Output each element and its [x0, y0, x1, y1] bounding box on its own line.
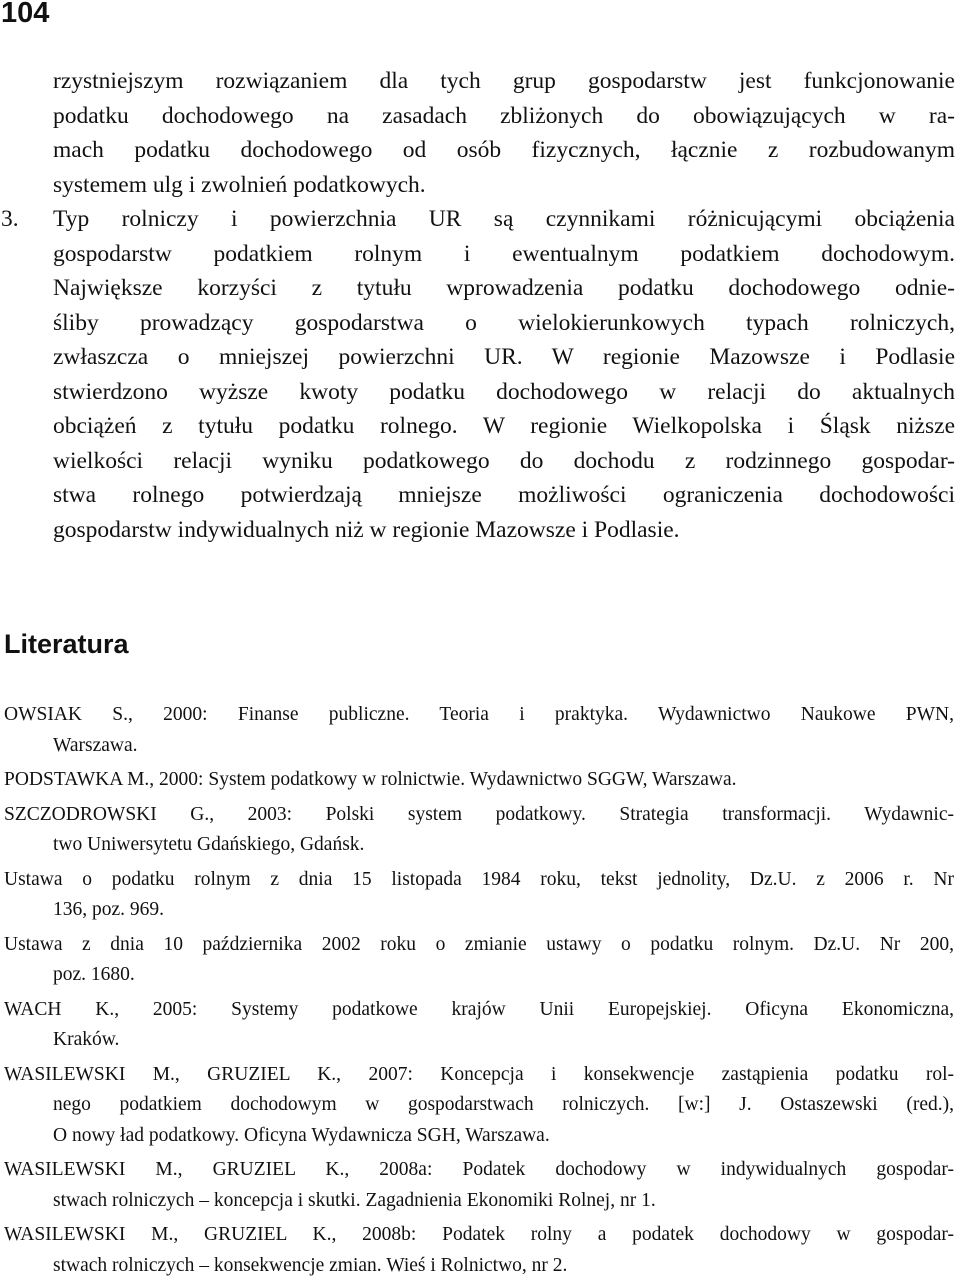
- reference-entry: [4, 1060, 954, 1152]
- reference-line: stwach rolniczych – konsekwencje zmian. Wieś i Rolnictwo, nr 2.: [53, 1254, 568, 1276]
- item-line: śliby prowadzący gospodarstwa o wielokierunkowych typach rolniczych,: [53, 309, 955, 336]
- reference-line: 136, poz. 969.: [53, 899, 165, 920]
- reference-line: WACH K., 2005: Systemy podatkowe krajów Unii Europejskiej. Oficyna Ekonomiczna,: [4, 998, 954, 1020]
- reference-line: SZCZODROWSKI G., 2003: Polski system podatkowy. Strategia transformacji. Wydawnic-: [4, 803, 954, 825]
- reference-entry: [4, 765, 954, 796]
- reference-line: WASILEWSKI M., GRUZIEL K., 2008b: Podatek rolny a podatek dochodowy w gospodar-: [4, 1224, 954, 1245]
- item-line: zwłaszcza o mniejszej powierzchni UR. W regionie Mazowsze i Podlasie: [53, 344, 955, 370]
- reference-entry: [4, 865, 954, 926]
- reference-line: PODSTAWKA M., 2000: System podatkowy w rolnictwie. Wydawnictwo SGGW, Warszawa.: [4, 769, 737, 790]
- reference-entry: [4, 800, 954, 861]
- body-line: mach podatku dochodowego od osób fizycznych, łącznie z rozbudowanym: [53, 137, 955, 163]
- reference-entry: [4, 1155, 954, 1216]
- reference-entry: [4, 700, 954, 761]
- item-line: Typ rolniczy i powierzchnia UR są czynnikami różnicującymi obciążenia: [53, 206, 955, 232]
- body-line: podatku dochodowego na zasadach zbliżonych do obowiązujących w ra-: [53, 102, 955, 129]
- reference-line: poz. 1680.: [53, 964, 135, 985]
- item-line: Największe korzyści z tytułu wprowadzenia podatku dochodowego odnie-: [53, 275, 955, 301]
- reference-entry: [4, 995, 954, 1056]
- item-line: obciążeń z tytułu podatku rolnego. W regionie Wielkopolska i Śląsk niższe: [53, 413, 955, 439]
- reference-line: Kraków.: [53, 1029, 120, 1050]
- reference-entry: [4, 1220, 954, 1281]
- reference-entry: [4, 930, 954, 991]
- reference-line: OWSIAK S., 2000: Finanse publiczne. Teoria i praktyka. Wydawnictwo Naukowe PWN,: [4, 704, 954, 725]
- reference-line: WASILEWSKI M., GRUZIEL K., 2008a: Podatek dochodowy w indywidualnych gospodar-: [4, 1159, 954, 1180]
- reference-line: nego podatkiem dochodowym w gospodarstwach rolniczych. [w:] J. Ostaszewski (red.),: [53, 1094, 954, 1115]
- item-line: gospodarstw podatkiem rolnym i ewentualnym podatkiem dochodowym.: [53, 240, 955, 267]
- item-line: gospodarstw indywidualnych niż w regionie Mazowsze i Podlasie.: [53, 516, 680, 543]
- item-line: stwierdzono wyższe kwoty podatku dochodowego w relacji do aktualnych: [53, 378, 955, 405]
- section-heading: Literatura: [4, 629, 129, 659]
- reference-line: stwach rolniczych – koncepcja i skutki. Zagadnienia Ekonomiki Rolnej, nr 1.: [53, 1189, 656, 1211]
- item-line: stwa rolnego potwierdzają mniejsze możliwości ograniczenia dochodowości: [53, 482, 955, 508]
- reference-line: Ustawa z dnia 10 października 2002 roku o zmianie ustawy o podatku rolnym. Dz.U. Nr 200,: [4, 933, 954, 955]
- reference-line: two Uniwersytetu Gdańskiego, Gdańsk.: [53, 834, 365, 855]
- reference-list: [4, 700, 954, 1285]
- numbered-item: [1, 202, 955, 547]
- item-line: wielkości relacji wyniku podatkowego do dochodu z rodzinnego gospodar-: [53, 447, 955, 474]
- reference-line: WASILEWSKI M., GRUZIEL K., 2007: Koncepcja i konsekwencje zastąpienia podatku rol-: [4, 1063, 954, 1085]
- page-number: 104: [1, 0, 50, 29]
- reference-line: Warszawa.: [53, 734, 138, 756]
- item-number: 3.: [1, 206, 19, 232]
- reference-line: Ustawa o podatku rolnym z dnia 15 listopada 1984 roku, tekst jednolity, Dz.U. z 2006 r. Nr: [4, 868, 954, 890]
- body-line: systemem ulg i zwolnień podatkowych.: [53, 171, 426, 198]
- body-text: [1, 64, 955, 547]
- body-line: rzystniejszym rozwiązaniem dla tych grup gospodarstw jest funkcjonowanie: [53, 68, 955, 94]
- reference-line: O nowy ład podatkowy. Oficyna Wydawnicza SGH, Warszawa.: [53, 1124, 550, 1146]
